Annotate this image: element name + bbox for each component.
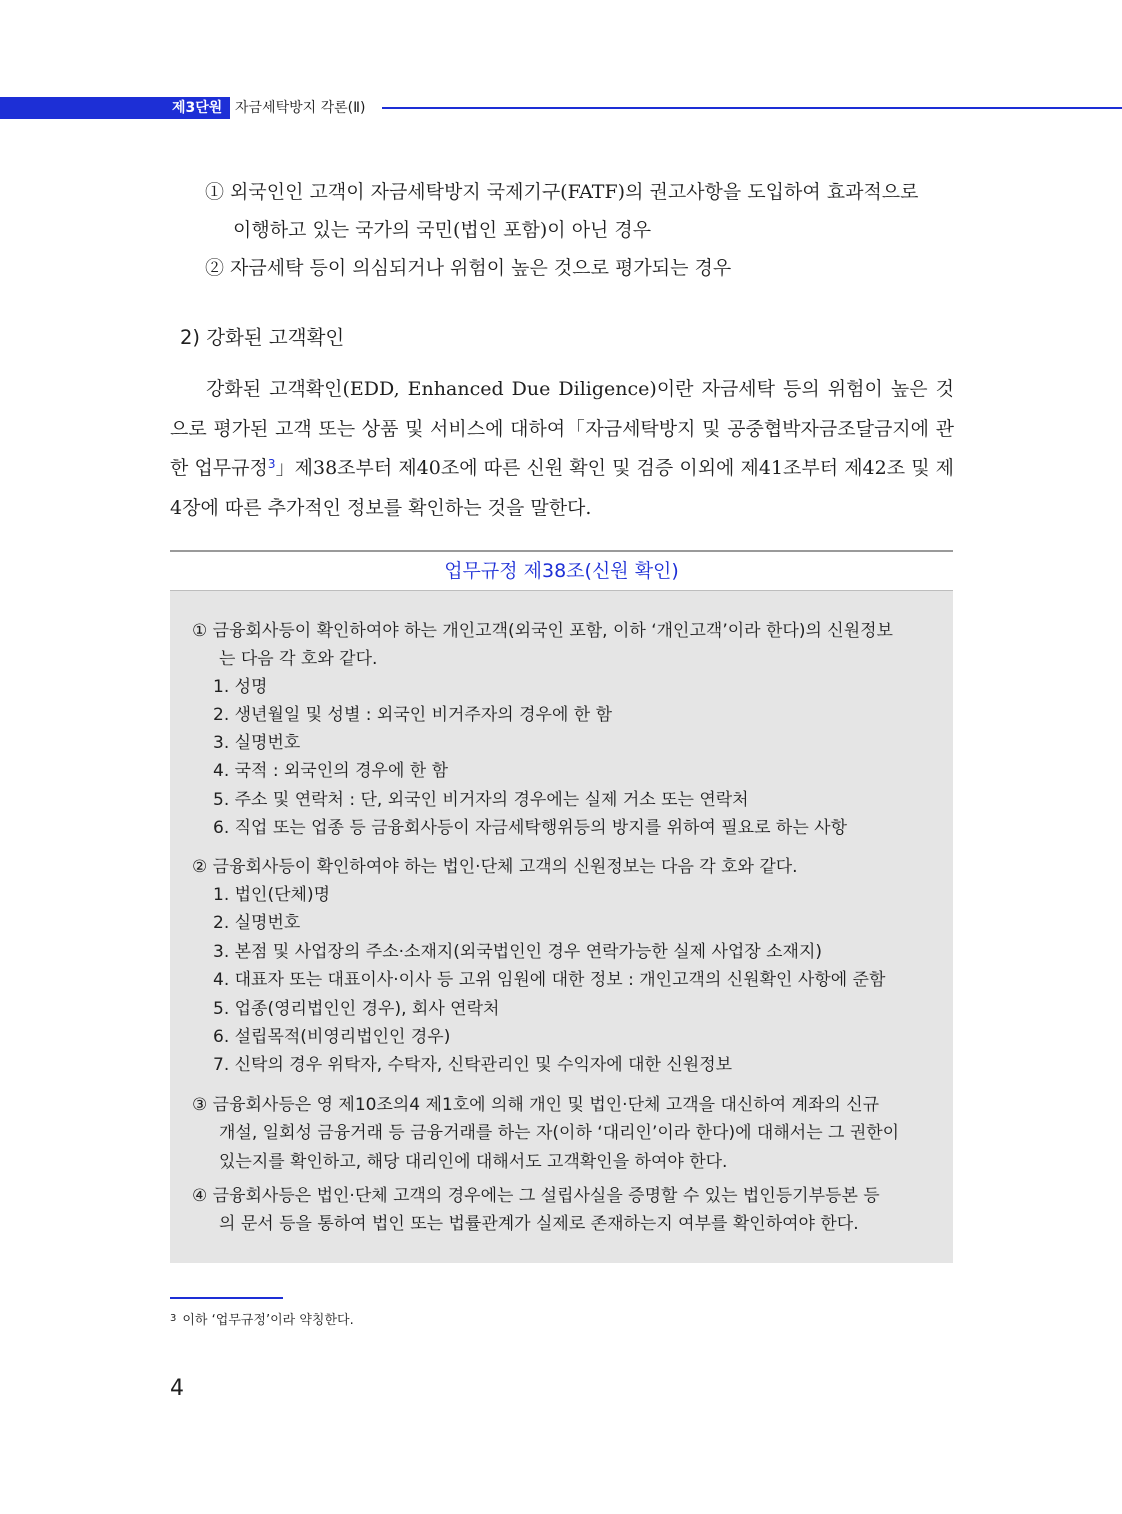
- condition-2: ② 자금세탁 등이 의심되거나 위험이 높은 것으로 평가되는 경우: [205, 257, 732, 279]
- box-line: ① 금융회사등이 확인하여야 하는 개인고객(외국인 포함, 이하 ‘개인고객’이라 한다)의 신원정보: [192, 621, 893, 641]
- box-line: 4. 국적 : 외국인의 경우에 한 함: [213, 761, 449, 781]
- box-line: 3. 실명번호: [213, 733, 301, 753]
- box-line: 5. 업종(영리법인인 경우), 회사 연락처: [213, 999, 500, 1019]
- box-line: 1. 법인(단체)명: [213, 885, 330, 905]
- box-line: 4. 대표자 또는 대표이사·이사 등 고위 임원에 대한 정보 : 개인고객의 신원확인 사항에 준함: [213, 970, 886, 990]
- condition-1-line2: 이행하고 있는 국가의 국민(법인 포함)이 아닌 경우: [233, 219, 652, 241]
- footnote-ref[interactable]: 3: [267, 457, 276, 471]
- section-title: 자금세탁방지 각론(Ⅱ): [235, 98, 371, 118]
- box-line: ② 금융회사등이 확인하여야 하는 법인·단체 고객의 신원정보는 다음 각 호와 같다.: [192, 857, 798, 877]
- footnote-text: 이하 ‘업무규정’이라 약칭한다.: [182, 1313, 354, 1328]
- box-line: 2. 실명번호: [213, 913, 301, 933]
- box-line: 7. 신탁의 경우 위탁자, 수탁자, 신탁관리인 및 수익자에 대한 신원정보: [213, 1055, 733, 1075]
- box-line: 2. 생년월일 및 성별 : 외국인 비거주자의 경우에 한 함: [213, 705, 613, 725]
- box-line: ④ 금융회사등은 법인·단체 고객의 경우에는 그 설립사실을 증명할 수 있는 법인등기부등본 등: [192, 1186, 880, 1206]
- box-line: 6. 설립목적(비영리법인인 경우): [213, 1027, 451, 1047]
- box-line: 있는지를 확인하고, 해당 대리인에 대해서도 고객확인을 하여야 한다.: [219, 1152, 728, 1172]
- paragraph-part2: 」제38조부터 제40조에 따른 신원 확인 및 검증 이외에 제41조부터 제42조 및 제4장에 따른 추가적인 정보를 확인하는 것을 말한다.: [170, 457, 955, 519]
- footnote: [170, 1310, 354, 1330]
- page-header: [0, 97, 1122, 119]
- box-title: 업무규정 제38조(신원 확인): [444, 560, 679, 582]
- footnote-number: 3: [170, 1313, 177, 1324]
- page-number: 4: [170, 1376, 184, 1401]
- box-line: 6. 직업 또는 업종 등 금융회사등이 자금세탁행위등의 방지를 위하여 필요로 하는 사항: [213, 818, 848, 838]
- box-line: 3. 본점 및 사업장의 주소·소재지(외국법인인 경우 연락가능한 실제 사업장 소재지): [213, 942, 823, 962]
- section-heading: 2) 강화된 고객확인: [180, 326, 345, 349]
- box-line: 5. 주소 및 연락처 : 단, 외국인 비거자의 경우에는 실제 거소 또는 연락처: [213, 790, 749, 810]
- paragraph-part1: 강화된 고객확인(EDD, Enhanced Due Diligence)이란 자금세탁 등의 위험이 높은 것으로 평가된 고객 또는 상품 및 서비스에 대하여「자금세탁방지 및 공중협박자금조달금지에 관한 업무규정: [170, 378, 954, 479]
- box-line: 1. 성명: [213, 677, 268, 697]
- box-line: ③ 금융회사등은 영 제10조의4 제1호에 의해 개인 및 법인·단체 고객을 대신하여 계좌의 신규: [192, 1095, 880, 1115]
- footnote-rule: [170, 1297, 283, 1299]
- box-line: 는 다음 각 호와 같다.: [219, 649, 378, 669]
- edd-paragraph: [170, 370, 954, 528]
- header-rule: [382, 107, 1122, 109]
- unit-label: 제3단원: [172, 100, 223, 116]
- box-line: 개설, 일회성 금융거래 등 금융거래를 하는 자(이하 ‘대리인’이라 한다)에 대해서는 그 권한이: [219, 1123, 900, 1143]
- condition-1-line1: ① 외국인인 고객이 자금세탁방지 국제기구(FATF)의 권고사항을 도입하여 효과적으로: [205, 181, 919, 203]
- box-line: 의 문서 등을 통하여 법인 또는 법률관계가 실제로 존재하는지 여부를 확인하여야 한다.: [219, 1214, 859, 1234]
